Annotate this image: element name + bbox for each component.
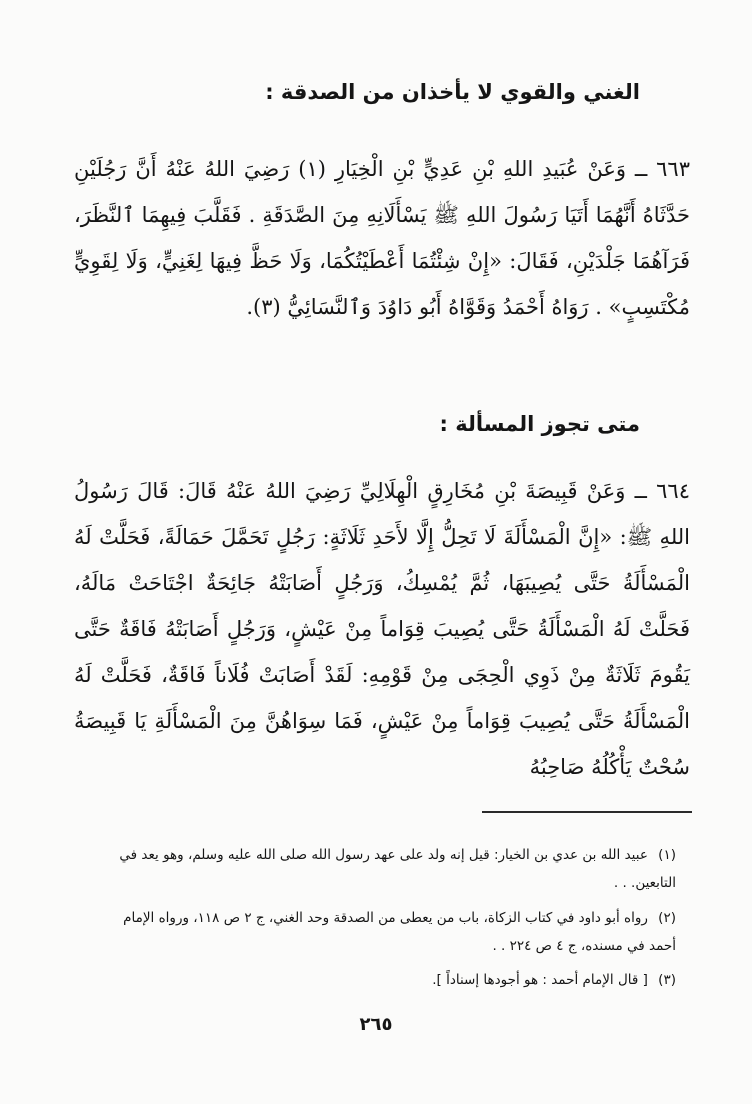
hadith-663-paragraph: ٦٦٣ ــ وَعَنْ عُبَيدِ اللهِ بْنِ عَدِيٍّ بْنِ الْخِيَارِ (١) رَضِيَ اللهُ عَنْهُ أَنَّ رَجُلَيْنِ حَدَّثَاهُ أَنَّهُمَا أَتَيَا رَسُولَ اللهِ ﷺ يَسْأَلَانِهِ مِنَ الصَّدَقَةِ . فَقَلَّبَ فِيهِمَا ٱلنَّظَرَ، فَرَآهُمَا جَلْدَيْنِ، فَقَالَ: «إِنْ شِئْتُمَا أَعْطَيْتُكُمَا، وَلَا حَظَّ فِيهَا لِغَنِيٍّ، وَلَا لِقَوِيٍّ مُكْتَسِبٍ» . رَوَاهُ أَحْمَدُ وَقَوَّاهُ أَبُو دَاوُدَ وَٱلنَّسَائِيُّ (٣).	[74, 157, 690, 319]
footnote-2	[96, 904, 676, 960]
footnote-3	[96, 966, 676, 994]
page-number: ٢٦٥	[359, 1014, 393, 1035]
footnote-number: (٢)	[658, 910, 676, 926]
section-heading-when-asking-permitted: متى تجوز المسألة :	[439, 412, 640, 436]
hadith-664-paragraph: ٦٦٤ ــ وَعَنْ قَبِيصَةَ بْنِ مُخَارِقٍ الْهِلَالِيِّ رَضِيَ اللهُ عَنْهُ قَالَ: قَالَ رَسُولُ اللهِ ﷺ: «إِنَّ الْمَسْأَلَةَ لَا تَحِلُّ إِلَّا لأَحَدِ ثَلَاثَةٍ: رَجُلٍ تَحَمَّلَ حَمَالَةً، فَحَلَّتْ لَهُ الْمَسْأَلَةُ حَتَّى يُصِيبَهَا، ثُمَّ يُمْسِكُ، وَرَجُلٍ أَصَابَتْهُ جَائِحَةٌ اجْتَاحَتْ مَالَهُ، فَحَلَّتْ لَهُ الْمَسْأَلَةُ حَتَّى يُصِيبَ قِوَاماً مِنْ عَيْشٍ، وَرَجُلٍ أَصَابَتْهُ فَاقَةٌ حَتَّى يَقُومَ ثَلَاثَةٌ مِنْ ذَوِي الْحِجَى مِنْ قَوْمِهِ: لَقَدْ أَصَابَتْ فُلَاناً فَاقَةٌ، فَحَلَّتْ لَهُ الْمَسْأَلَةُ حَتَّى يُصِيبَ قِوَاماً مِنْ عَيْشٍ، فَمَا سِوَاهُنَّ مِنَ الْمَسْأَلَةِ يَا قَبِيصَةُ سُحْتٌ يَأْكُلُهُ صَاحِبُهُ	[74, 479, 690, 779]
footnote-number: (٣)	[658, 972, 676, 988]
section-heading-wealthy-strong: الغني والقوي لا يأخذان من الصدقة :	[265, 80, 640, 104]
footnote-text: [ قال الإمام أحمد : هو أجودها إسناداً ].	[432, 972, 648, 988]
footnote-text: رواه أبو داود في كتاب الزكاة، باب من يعطى من الصدقة وحد الغني، ج ٢ ص ١١٨، ورواه الإمام أحمد في مسنده، ج ٤ ص ٢٢٤ . .	[123, 910, 676, 954]
footnote-1	[96, 841, 676, 897]
footnote-divider	[482, 811, 692, 813]
footnote-number: (١)	[658, 847, 676, 863]
footnote-text: عبيد الله بن عدي بن الخيار: قيل إنه ولد على عهد رسول الله صلى الله عليه وسلم، وهو يعد في التابعين. . .	[119, 847, 676, 891]
